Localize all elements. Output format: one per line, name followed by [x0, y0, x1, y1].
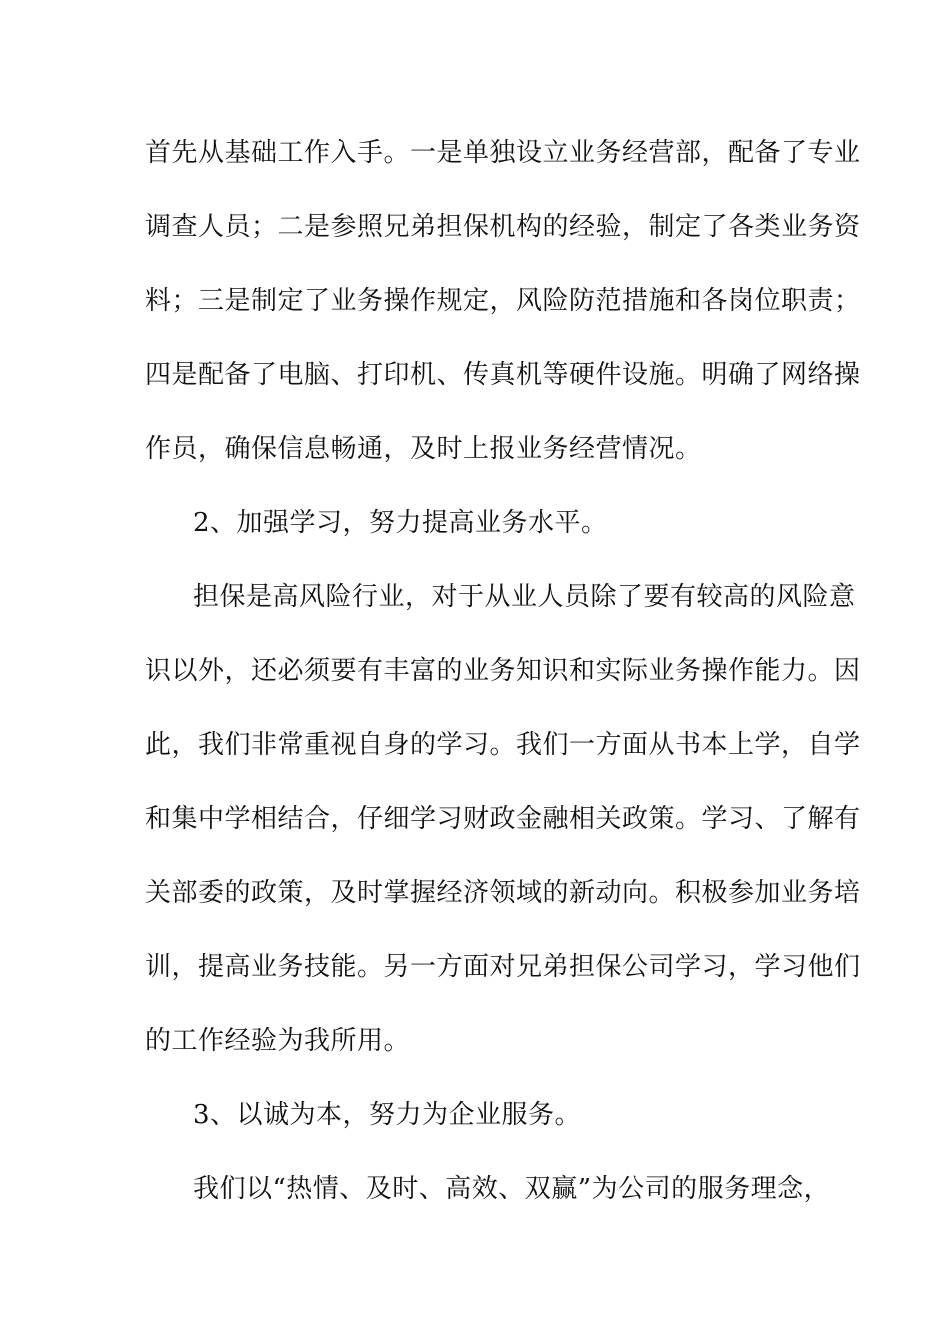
paragraph-line: 料；三是制定了业务操作规定，风险防范措施和各岗位职责；: [145, 286, 861, 316]
paragraph-line: 的工作经验为我所用。: [145, 1026, 411, 1056]
paragraph-line: 此，我们非常重视自身的学习。我们一方面从书本上学，自学: [145, 730, 861, 760]
paragraph-line: 和集中学相结合，仔细学习财政金融相关政策。学习、了解有: [145, 804, 861, 834]
paragraph-line: 担保是高风险行业，对于从业人员除了要有较高的风险意: [193, 582, 856, 612]
paragraph-line: 四是配备了电脑、打印机、传真机等硬件设施。明确了网络操: [145, 360, 861, 390]
paragraph-line: 训，提高业务技能。另一方面对兄弟担保公司学习，学习他们: [145, 952, 861, 982]
paragraph-line: 作员，确保信息畅通，及时上报业务经营情况。: [145, 434, 702, 464]
paragraph-line: 关部委的政策，及时掌握经济领域的新动向。积极参加业务培: [145, 878, 861, 908]
section-heading: 3、以诚为本，努力为企业服务。: [193, 1100, 582, 1130]
paragraph-line: 首先从基础工作入手。一是单独设立业务经营部，配备了专业: [145, 138, 861, 168]
section-heading: 2、加强学习，努力提高业务水平。: [193, 508, 608, 538]
paragraph-line: 我们以“热情、及时、高效、双赢”为公司的服务理念，: [193, 1174, 831, 1204]
paragraph-line: 调查人员；二是参照兄弟担保机构的经验，制定了各类业务资: [145, 212, 861, 242]
paragraph-line: 识以外，还必须要有丰富的业务知识和实际业务操作能力。因: [145, 656, 861, 686]
